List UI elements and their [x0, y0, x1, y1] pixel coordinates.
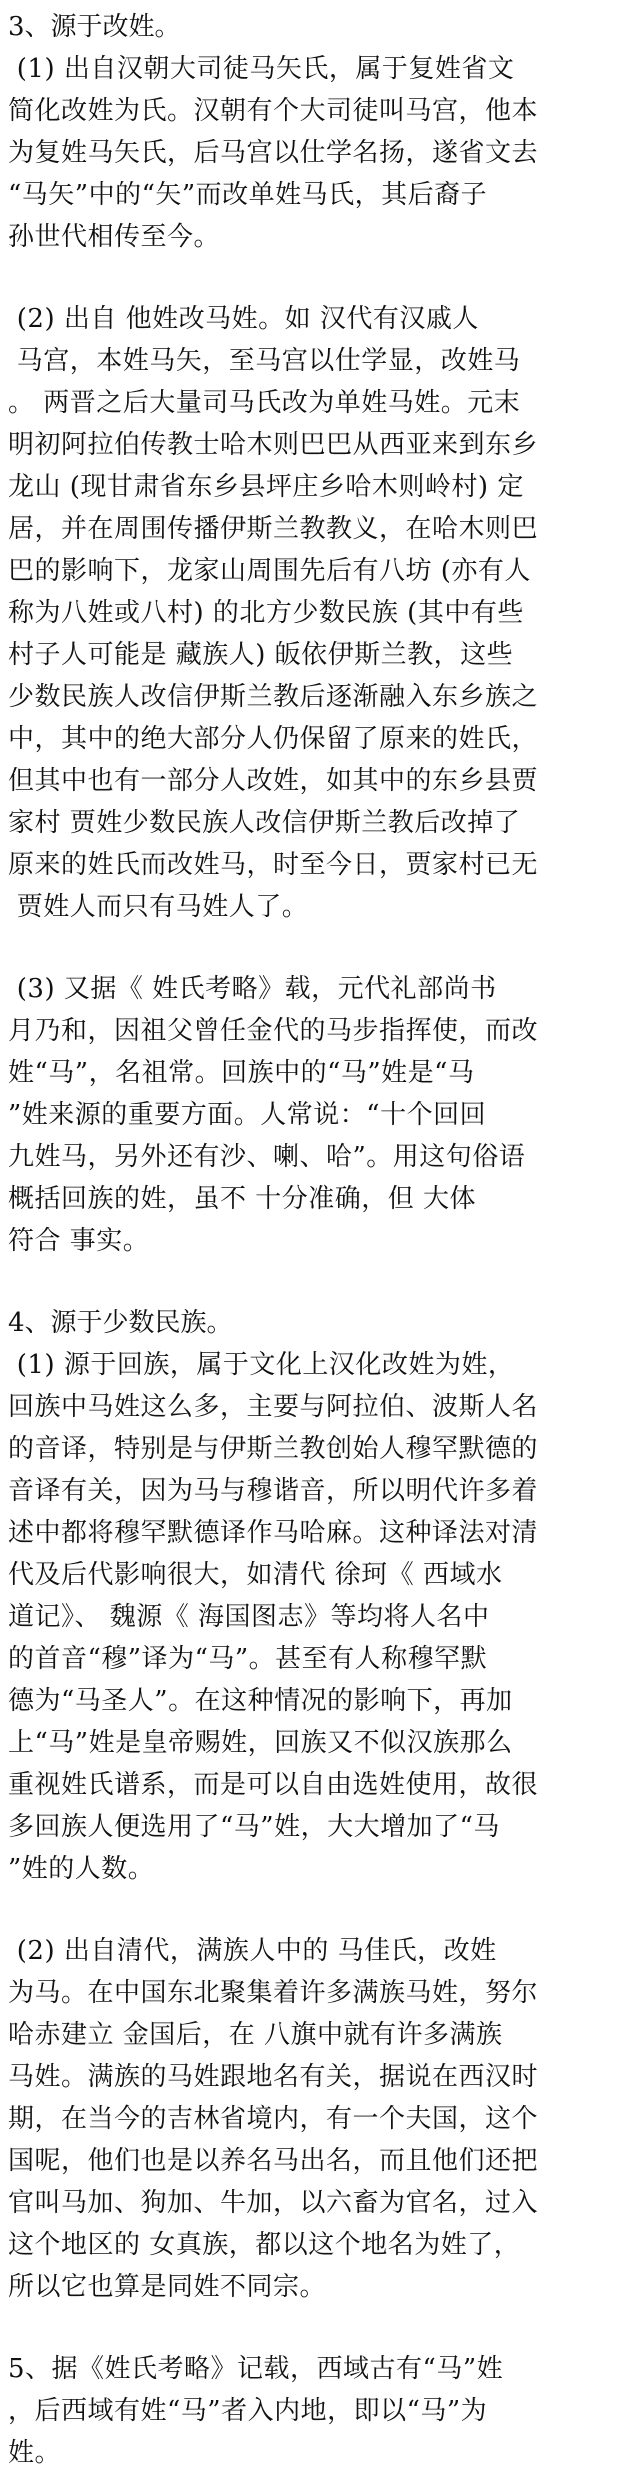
text-line: 马宫，本姓马矢，至马宫以仕学显，改姓马 [8, 346, 521, 376]
section-3-paragraph-1 [8, 48, 630, 258]
text-line: 为马。在中国东北聚集着许多满族马姓，努尔 [8, 1978, 539, 2008]
text-line: 的音译，特别是与伊斯兰教创始人穆罕默德的 [8, 1434, 539, 1464]
text-line: ”姓来源的重要方面。人常说：“十个回回 [8, 1100, 487, 1130]
text-line: (2) 出自清代，满族人中的 马佳氏，改姓 [8, 1936, 497, 1966]
text-line: 符合 事实。 [8, 1226, 150, 1256]
text-line: 所以它也算是同姓不同宗。 [8, 2272, 327, 2302]
text-line: ，后西域有姓“马”者入内地，即以“马”为 [8, 2396, 488, 2426]
text-line: 重视姓氏谱系，而是可以自由选姓使用，故很 [8, 1770, 539, 1800]
text-line: (1) 源于回族，属于文化上汉化改姓为姓， [8, 1350, 515, 1380]
section-5-paragraph-1 [8, 2348, 630, 2474]
paragraph-spacer [8, 258, 630, 298]
text-line: 德为“马圣人”。在这种情况的影响下，再加 [8, 1686, 513, 1716]
text-line: “马矢”中的“矢”而改单姓马氏，其后裔子 [8, 180, 488, 210]
text-line: 原来的姓氏而改姓马，时至今日，贾家村已无 [8, 850, 539, 880]
section-4-paragraph-2 [8, 1930, 630, 2308]
text-line: 国呢，他们也是以养名马出名，而且他们还把 [8, 2146, 539, 2176]
text-line: 期，在当今的吉林省境内，有一个夫国，这个 [8, 2104, 539, 2134]
text-line: 官叫马加、狗加、牛加，以六畜为官名，过入 [8, 2188, 539, 2218]
text-line: (1) 出自汉朝大司徒马矢氏，属于复姓省文 [8, 54, 515, 84]
text-line: 姓。 [8, 2438, 62, 2468]
section-spacer [8, 1262, 630, 1302]
section-3 [8, 6, 630, 1262]
section-4 [8, 1302, 630, 2308]
text-line: 家村 贾姓少数民族人改信伊斯兰教后改掉了 [8, 808, 521, 838]
text-line: 贾姓人而只有马姓人了。 [8, 892, 309, 922]
text-line: 孙世代相传至今。 [8, 222, 221, 252]
text-line: 回族中马姓这么多，主要与阿拉伯、波斯人名 [8, 1392, 539, 1422]
text-line: 但其中也有一部分人改姓，如其中的东乡县贾 [8, 766, 539, 796]
text-line: (3) 又据《 姓氏考略》载，元代礼部尚书 [8, 974, 497, 1004]
text-line: 多回族人便选用了“马”姓，大大增加了“马 [8, 1812, 500, 1842]
text-line: 代及后代影响很大，如清代 徐珂《 西域水 [8, 1560, 503, 1590]
text-line: 称为八姓或八村) 的北方少数民族 (其中有些 [8, 598, 524, 628]
text-line: ”姓的人数。 [8, 1854, 155, 1884]
text-line: 姓“马”，名祖常。回族中的“马”姓是“马 [8, 1058, 475, 1088]
text-line: 居，并在周围传播伊斯兰教教义，在哈木则巴 [8, 514, 539, 544]
paragraph-spacer [8, 928, 630, 968]
text-line: 月乃和，因祖父曾任金代的马步指挥使，而改 [8, 1016, 539, 1046]
text-line: 龙山 (现甘肃省东乡县坪庄乡哈木则岭村) 定 [8, 472, 524, 502]
text-line: 九姓马，另外还有沙、喇、哈”。用这句俗语 [8, 1142, 526, 1172]
text-line: 音译有关，因为马与穆谐音，所以明代许多着 [8, 1476, 539, 1506]
text-line: 村子人可能是 藏族人) 皈依伊斯兰教，这些 [8, 640, 514, 670]
text-line: 中，其中的绝大部分人仍保留了原来的姓氏， [8, 724, 539, 754]
text-line: 述中都将穆罕默德译作马哈麻。这种译法对清 [8, 1518, 539, 1548]
text-line: 少数民族人改信伊斯兰教后逐渐融入东乡族之 [8, 682, 539, 712]
section-3-heading: 3、源于改姓。 [8, 12, 181, 42]
text-line: 简化改姓为氏。汉朝有个大司徒叫马宫，他本 [8, 96, 539, 126]
text-line: 巴的影响下，龙家山周围先后有八坊 (亦有人 [8, 556, 531, 586]
text-line: 的首音“穆”译为“马”。甚至有人称穆罕默 [8, 1644, 488, 1674]
text-line: 概括回族的姓，虽不 十分准确，但 大体 [8, 1184, 477, 1214]
section-4-heading: 4、源于少数民族。 [8, 1308, 233, 1338]
text-line: 这个地区的 女真族，都以这个地名为姓了， [8, 2230, 521, 2260]
text-line: 哈赤建立 金国后，在 八旗中就有许多满族 [8, 2020, 503, 2050]
section-4-paragraph-1 [8, 1344, 630, 1890]
section-5 [8, 2348, 630, 2474]
section-spacer [8, 2308, 630, 2348]
paragraph-spacer [8, 1890, 630, 1930]
text-line: (2) 出自 他姓改马姓。如 汉代有汉戚人 [8, 304, 479, 334]
text-line: 明初阿拉伯传教士哈木则巴巴从西亚来到东乡 [8, 430, 539, 460]
text-line: 上“马”姓是皇帝赐姓，回族又不似汉族那么 [8, 1728, 513, 1758]
text-line: 道记》、 魏源《 海国图志》等均将人名中 [8, 1602, 490, 1632]
text-line: 为复姓马矢氏，后马宫以仕学名扬，遂省文去 [8, 138, 539, 168]
section-3-paragraph-2 [8, 298, 630, 928]
text-line: 5、据《姓氏考略》记载，西域古有“马”姓 [8, 2354, 504, 2384]
text-line: 。 两晋之后大量司马氏改为单姓马姓。元末 [8, 388, 521, 418]
text-line: 马姓。满族的马姓跟地名有关，据说在西汉时 [8, 2062, 539, 2092]
section-3-paragraph-3 [8, 968, 630, 1262]
